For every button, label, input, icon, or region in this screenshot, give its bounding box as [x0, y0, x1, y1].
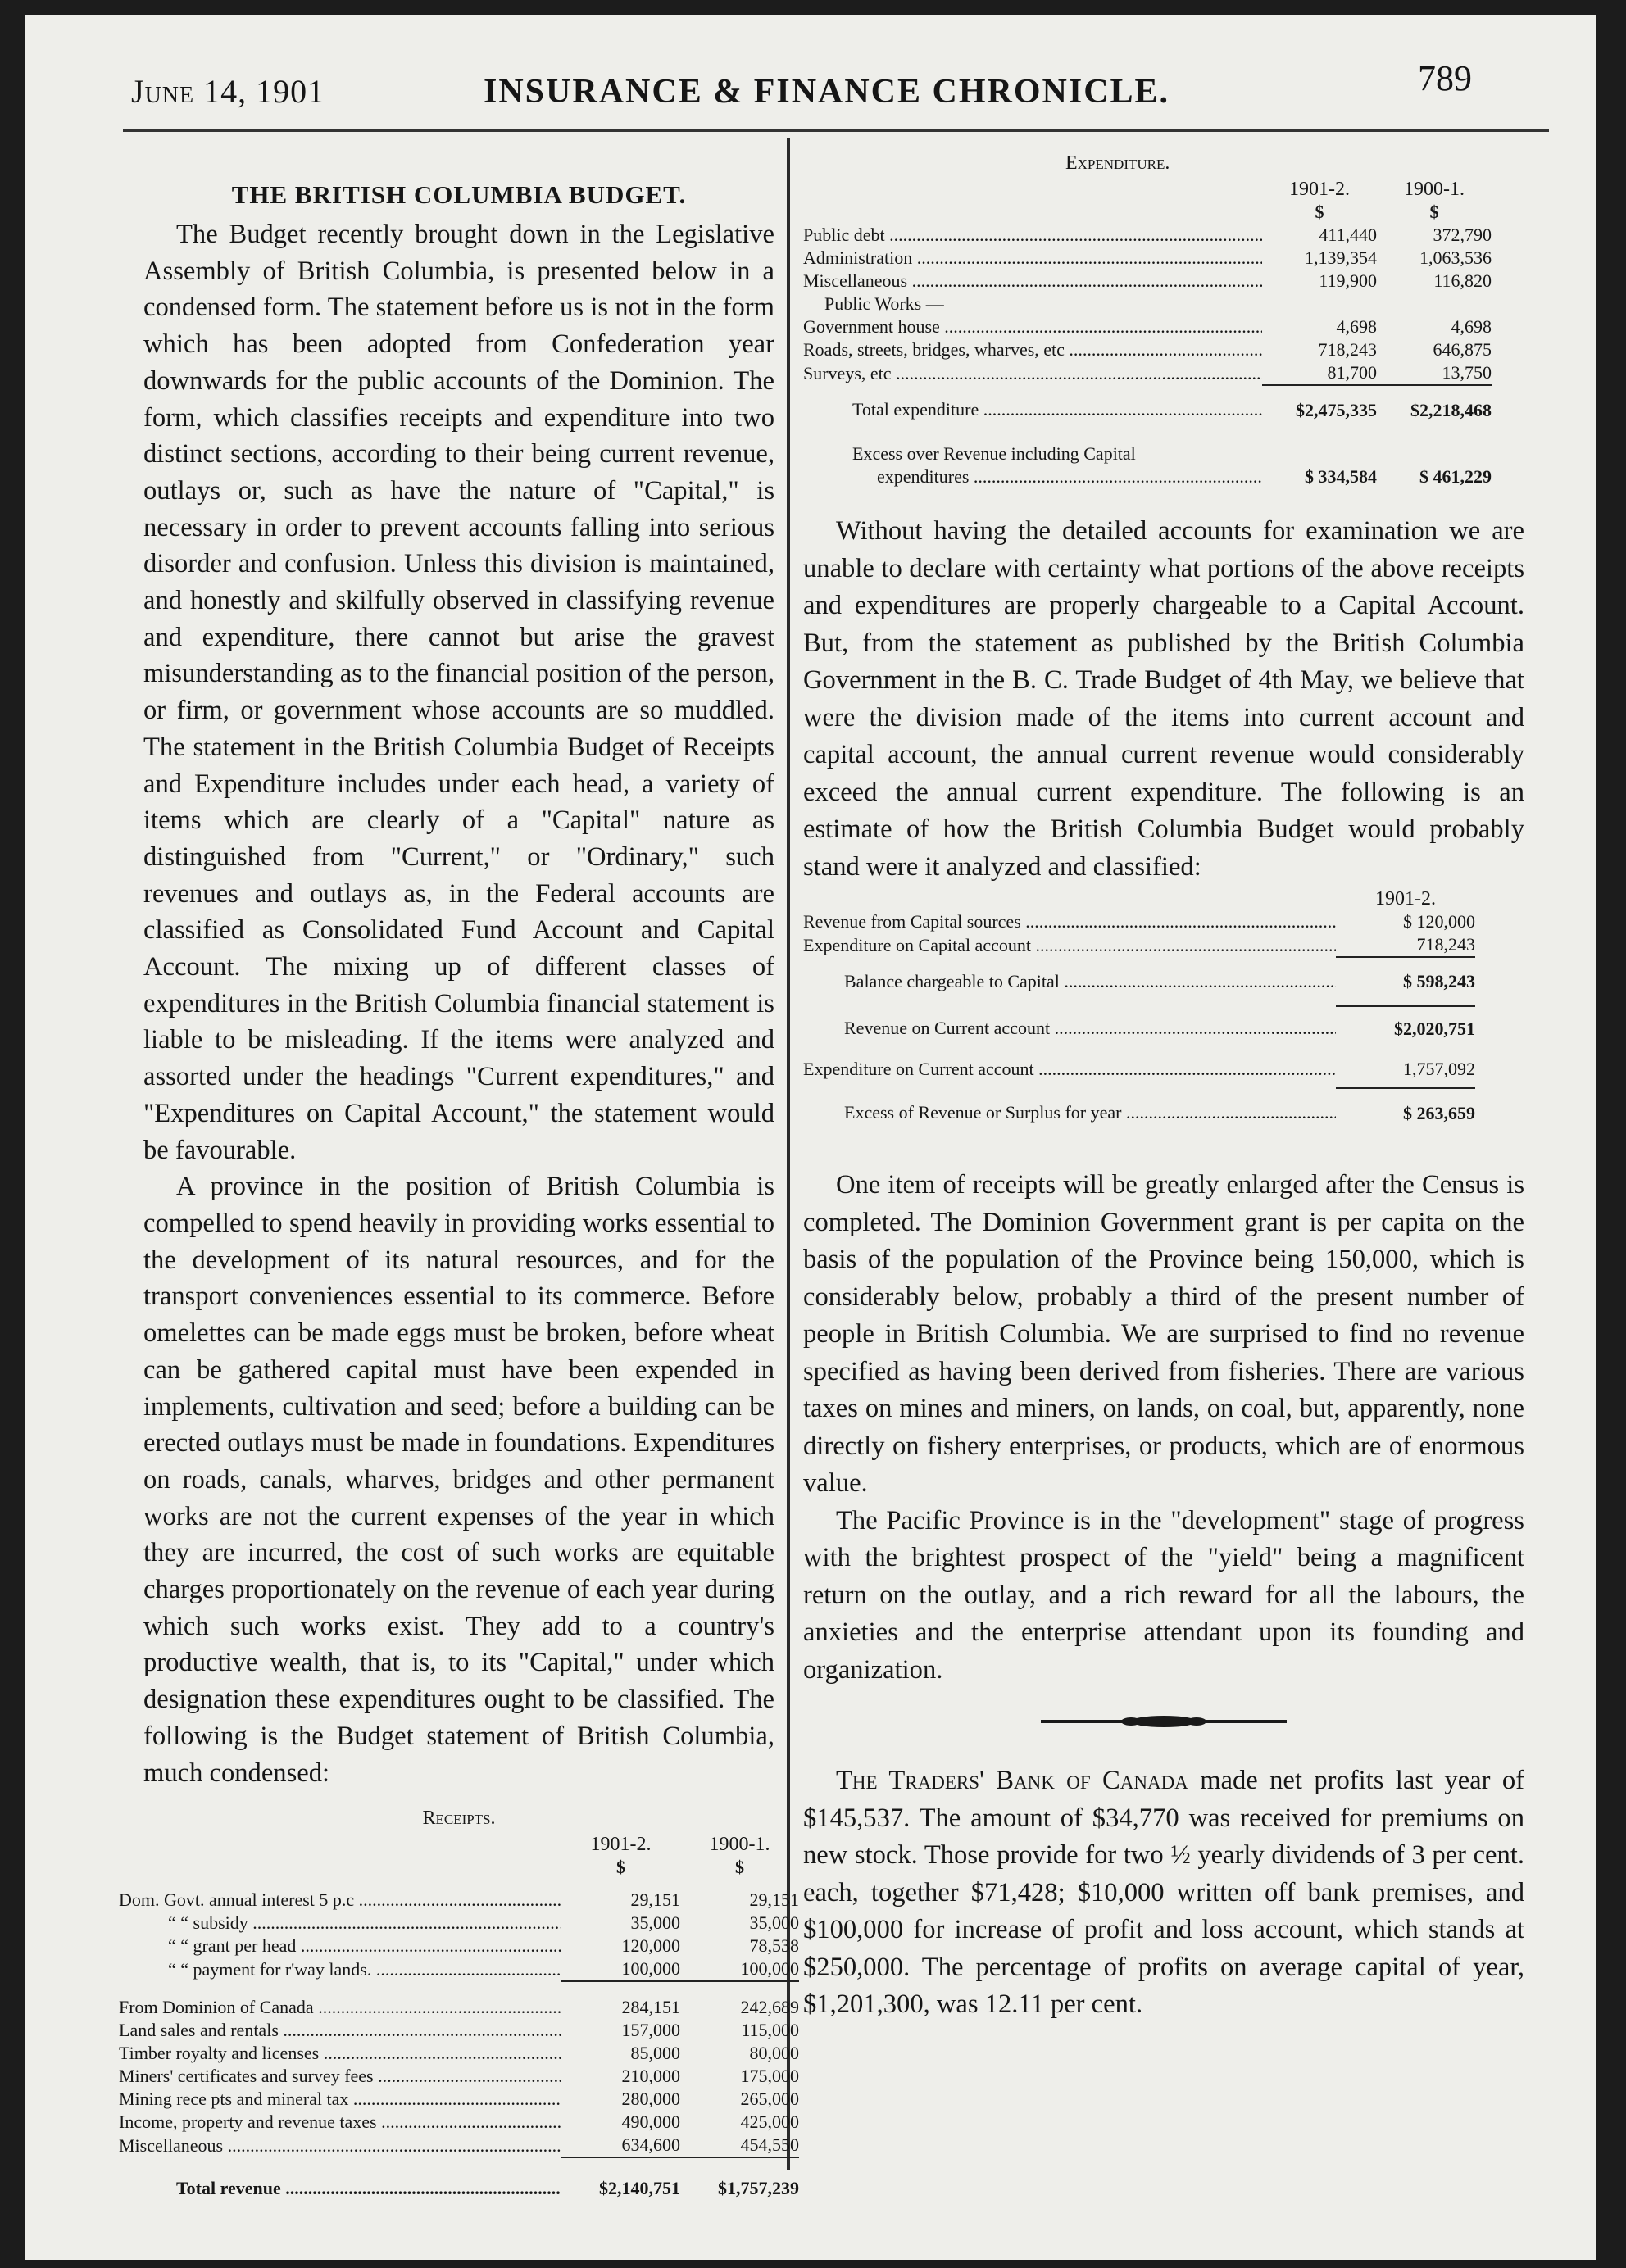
article-body-right [803, 513, 1524, 886]
table-row [119, 2134, 799, 2157]
row-value: 120,000 [621, 1935, 680, 1957]
left-column [119, 170, 799, 2200]
total-value: $1,757,239 [680, 2157, 799, 2200]
col-header: 1900-1. [1404, 179, 1465, 200]
row-label: Administration ..... [803, 247, 1262, 270]
table-row [119, 2019, 799, 2042]
table-row [119, 1957, 799, 1981]
header-rule [123, 129, 1549, 132]
table-row [803, 361, 1492, 385]
table-row [119, 2111, 799, 2134]
receipts-table [119, 1833, 799, 2200]
row-label: Public Works — [824, 293, 944, 314]
row-value: $ 120,000 [1403, 911, 1475, 932]
row-label: Roads, streets, bridges, wharves, etc ..... [803, 338, 1262, 361]
row-value: 115,000 [741, 2020, 799, 2041]
row-label: Excess of Revenue or Surplus for year ..... [803, 1101, 1336, 1124]
table-row [803, 1088, 1475, 1137]
row-label: Public debt ..... [803, 224, 1262, 247]
row-value: 284,151 [561, 1981, 680, 2019]
article-heading: THE BRITISH COLUMBIA BUDGET. [231, 180, 687, 209]
row-label: Dom. Govt. annual interest 5 p.c ..... [119, 1889, 561, 1912]
row-value: 242,689 [680, 1981, 799, 2019]
table-row [803, 1006, 1475, 1050]
table-row [119, 2042, 799, 2065]
row-label: Miscellaneous ..... [803, 270, 1262, 293]
row-value: 634,600 [621, 2134, 680, 2156]
article-body-right-2 [803, 1167, 1524, 1689]
row-value: 119,900 [1319, 270, 1377, 291]
row-value: 29,151 [749, 1889, 799, 1911]
currency-symbol: $ [616, 1857, 625, 1878]
row-value: 29,151 [630, 1889, 680, 1911]
row-value: $ 598,243 [1336, 957, 1475, 1006]
row-value [1377, 293, 1492, 315]
row-value: 13,750 [1442, 362, 1492, 383]
row-label: Miners' certificates and survey fees ..... [119, 2065, 561, 2088]
expenditure-table-title: Expenditure. [1065, 152, 1170, 174]
paragraph-text: made net profits last year of $145,537. The amount of $34,770 was received for premiums on new stock. Those provide for two ½ yearly dividends of 3 per cent. each, together $71,428; $10,000 written off bank premises, and $100,000 for increase of profit and loss account, which stands at $250,000. The percentage of profits on average capital of year, $1,201,300, was 12.11 per cent. [803, 1766, 1524, 2019]
table-row [803, 933, 1475, 957]
currency-symbol: $ [1429, 202, 1439, 222]
row-value: 4,698 [1451, 316, 1492, 337]
newspaper-page [25, 15, 1596, 2260]
col-header: 1901-2. [1375, 888, 1436, 909]
article-paragraph: The Pacific Province is in the "development" stage of progress with the brightest prospect of the "yield" being a magnificent return on the outlay, and a rich reward for all the labours, the anxieties and the enterprise attendant upon its founding and organization. [803, 1505, 1524, 1685]
row-value: 1,139,354 [1305, 247, 1377, 268]
row-value: 157,000 [621, 2020, 680, 2041]
row-label: Timber royalty and licenses ..... [119, 2042, 561, 2065]
row-value: 454,550 [740, 2134, 799, 2156]
right-column [803, 146, 1524, 2024]
row-label: Surveys, etc ..... [803, 362, 1262, 385]
table-row [119, 1981, 799, 2019]
paragraph-lead: The Traders' Bank of Canada [836, 1766, 1188, 1795]
row-value: 80,000 [749, 2043, 799, 2064]
row-value: 78,538 [749, 1935, 799, 1957]
row-label: Government house ..... [803, 315, 1262, 338]
table-row [803, 315, 1492, 338]
receipts-table-title: Receipts. [422, 1808, 496, 1830]
table-row [803, 224, 1492, 247]
table-row [119, 2065, 799, 2088]
row-value: 372,790 [1433, 225, 1492, 245]
article-body [143, 216, 774, 1791]
excess-row [803, 434, 1492, 465]
table-row [119, 1912, 799, 1935]
row-label: Balance chargeable to Capital ..... [803, 970, 1336, 993]
article-paragraph: A province in the position of British Columbia is compelled to spend heavily in providing works essential to the development of its natural resources, and for the transport conveniences essential to its commerce. Before omelettes can be made eggs must be broken, before wheat can be gathered capital must have been expended in implements, cultivation and seed; before a building can be erected outlays must be made in foundations. Expenditures on roads, canals, wharves, bridges and other permanent works are not the current expenses of the year in which they are incurred, the cost of such works are equitable charges proportionately on the revenue of each year during which such works exist. They add to a country's productive wealth, that is, to its "Capital," under which designation these expenditures ought to be classified. The following is the Budget statement of British Columbia, much condensed: [143, 1172, 774, 1788]
table-row [803, 910, 1475, 933]
currency-symbol: $ [1315, 202, 1324, 222]
col-header: 1900-1. [709, 1834, 770, 1856]
table-row [119, 2088, 799, 2111]
row-value: 116,820 [1433, 270, 1492, 291]
row-value [1262, 293, 1377, 315]
row-label: Revenue from Capital sources ..... [803, 910, 1336, 933]
row-value: 81,700 [1327, 362, 1377, 383]
row-label: Income, property and revenue taxes ..... [119, 2111, 561, 2134]
total-row [119, 2157, 799, 2200]
table-row [803, 270, 1492, 293]
article-paragraph [803, 1762, 1524, 2024]
row-label: Revenue on Current account ..... [803, 1017, 1336, 1040]
row-value: 85,000 [630, 2043, 680, 2064]
total-value: $2,475,335 [1262, 385, 1377, 434]
row-value: 280,000 [621, 2089, 680, 2110]
article-paragraph: The Budget recently brought down in the Legislative Assembly of British Columbia, is presented below in a condensed form. The statement before us is not in the form which has been adopted from Confederation year downwards for the public accounts of the Dominion. The form, which classifies receipts and expenditure into two distinct sections, according to their being current revenue, outlays or, such as have the nature of "Capital," is necessary in order to prevent accounts falling into serious disorder and confusion. Unless this division is maintained, and honestly and skilfully observed in classifying revenue and expenditure, there cannot but arise the gravest misunderstanding as to the financial position of the person, or firm, or government whose accounts are so muddled. The statement in the British Columbia Budget of Receipts and Expenditure includes under each head, a variety of items which are clearly of a "Capital" nature as distinguished from "Current," or "Ordinary," such revenues and outlays as, in the Federal accounts are classified as Consolidated Fund Account and Capital Account. The mixing up of different classes of expenditures in the British Columbia financial statement is liable to be misleading. If the items were analyzed and assorted under the headings "Current expenditures," and "Expenditures on Capital Account," the statement would be favourable. [143, 220, 774, 1165]
row-value: 100,000 [740, 1958, 799, 1980]
row-value: 35,000 [749, 1912, 799, 1934]
row-value: 4,698 [1336, 316, 1377, 337]
row-value: 718,243 [1416, 934, 1475, 955]
table-row [119, 1935, 799, 1957]
row-value: 100,000 [621, 1958, 680, 1980]
traders-bank-item [803, 1762, 1524, 2024]
row-value: 265,000 [740, 2089, 799, 2110]
row-label: “ “ payment for r'way lands. ..... [119, 1958, 561, 1981]
col-header: 1901-2. [590, 1834, 652, 1856]
total-value: $2,140,751 [561, 2157, 680, 2200]
total-label: Total revenue ..... [119, 2177, 561, 2200]
row-value: 425,000 [740, 2112, 799, 2133]
row-label: “ “ subsidy ..... [119, 1912, 561, 1935]
publication-title: INSURANCE & FINANCE CHRONICLE. [484, 73, 1170, 111]
row-label: Expenditure on Capital account ..... [803, 934, 1336, 957]
total-row [803, 385, 1492, 434]
row-value: 1,757,092 [1403, 1058, 1475, 1079]
issue-date: June 14, 1901 [131, 73, 325, 110]
row-value: 35,000 [630, 1912, 680, 1934]
article-paragraph: One item of receipts will be greatly enlarged after the Census is completed. The Dominion Government grant is per capita on the basis of the population of the Province being 150,000, which is considerably below, probably a third of the present number of people in British Columbia. We are surprised to find no revenue specified as having been derived from fisheries. There are various taxes on mines and miners, on lands, on coal, but, apparently, none directly on fishery enterprises, or products, which are of enormous value. [803, 1170, 1524, 1498]
excess-label: Excess over Revenue including Capital [852, 443, 1136, 464]
row-label: Mining rece pts and mineral tax ..... [119, 2088, 561, 2111]
total-label: Total expenditure ..... [803, 398, 1262, 421]
row-value: 175,000 [740, 2066, 799, 2087]
col-header: 1901-2. [1289, 179, 1350, 200]
row-label: “ “ grant per head ..... [119, 1935, 561, 1957]
row-value: 646,875 [1433, 339, 1492, 360]
table-row [803, 338, 1492, 361]
total-value: $2,218,468 [1377, 385, 1492, 434]
table-row [803, 247, 1492, 270]
table-row [803, 293, 1492, 315]
article-paragraph: Without having the detailed accounts for examination we are unable to declare with certainty what portions of the above receipts and expenditures are properly chargeable to a Capital Account. But, from the statement as published by the British Columbia Government in the B. C. Trade Budget of 4th May, we believe that were the division made of the items into current account and capital account, the annual current revenue would considerably exceed the annual current expenditure. The following is an estimate of how the British Columbia Budget would probably stand were it analyzed and classified: [803, 516, 1524, 882]
row-label: From Dominion of Canada ..... [119, 1996, 561, 2019]
expenditure-table [803, 178, 1492, 488]
row-value: 1,063,536 [1419, 247, 1492, 268]
row-label: Expenditure on Current account ..... [803, 1058, 1336, 1081]
row-label: Land sales and rentals ..... [119, 2019, 561, 2042]
row-value: 210,000 [621, 2066, 680, 2087]
excess-value: $ 461,229 [1419, 466, 1492, 487]
analysis-table [803, 887, 1475, 1137]
row-value: 411,440 [1319, 225, 1377, 245]
row-value: $ 263,659 [1336, 1088, 1475, 1137]
excess-row-values [803, 465, 1492, 488]
table-row [803, 957, 1475, 1006]
table-row [803, 1050, 1475, 1088]
excess-label-cont: expenditures ..... [803, 465, 1262, 488]
section-divider-ornament [1041, 1713, 1287, 1730]
currency-symbol: $ [735, 1857, 744, 1878]
page-number: 789 [1418, 58, 1472, 98]
row-value: $2,020,751 [1336, 1006, 1475, 1050]
row-value: 490,000 [621, 2112, 680, 2133]
row-label: Miscellaneous ..... [119, 2134, 561, 2157]
table-row [119, 1879, 799, 1912]
excess-value: $ 334,584 [1305, 466, 1377, 487]
row-value: 718,243 [1318, 339, 1377, 360]
